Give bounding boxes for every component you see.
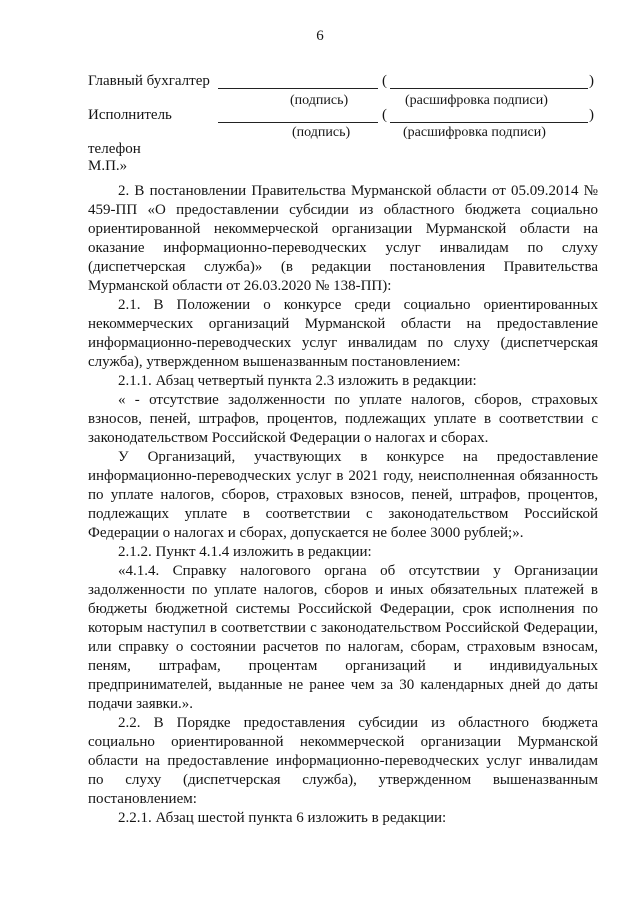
- phone-label: телефон: [88, 141, 141, 157]
- executor-label: Исполнитель: [88, 107, 172, 123]
- document-body: [88, 182, 598, 828]
- executor-decryption-line: [390, 122, 588, 123]
- page-number: 6: [316, 28, 324, 44]
- paragraph: 2.1.1. Абзац четвертый пункта 2.3 изложить в редакции:: [118, 373, 477, 389]
- open-paren: (: [382, 73, 387, 89]
- seal-label: М.П.»: [88, 158, 128, 174]
- paragraph: «4.1.4. Справку налогового органа об отсутствии у Организации задолженности по уплате налогов, сборов и иных обязательных платежей в бюджеты бюджетной системы Российской Федерации, срок исполнения по которым наступил в соответствии с законодательством Российской Федерации, или справку о состоянии расчетов по налогам, сборам, страховым взносам, пеням, штрафам, процентам организаций и индивидуальных предпринимателей, выданные не ранее чем за 30 календарных дней до даты подачи заявки.».: [88, 563, 598, 712]
- paragraph: « - отсутствие задолженности по уплате налогов, сборов, страховых взносов, пеней, штрафов, процентов, подлежащих уплате в соответствии с законодательством Российской Федерации о налогах и сборах.: [88, 392, 598, 446]
- close-paren: ): [589, 107, 594, 123]
- paragraph: 2. В постановлении Правительства Мурманской области от 05.09.2014 № 459-ПП «О предоставлении субсидии из областного бюджета социально ориентированной некоммерческой организации Мурманской области на оказание информационно-переводческих услуг инвалидам по слуху (диспетчерская служба)» (в редакции постановления Правительства Мурманской области от 26.03.2020 № 138-ПП):: [88, 183, 598, 294]
- open-paren: (: [382, 107, 387, 123]
- decryption-caption: (расшифровка подписи): [405, 93, 548, 108]
- paragraph: 2.1.2. Пункт 4.1.4 изложить в редакции:: [118, 544, 372, 560]
- paragraph: 2.2.1. Абзац шестой пункта 6 изложить в редакции:: [118, 810, 447, 826]
- chief-accountant-decryption-line: [390, 88, 588, 89]
- executor-signature-line: [218, 122, 378, 123]
- paragraph: У Организаций, участвующих в конкурсе на предоставление информационно-переводческих услуг в 2021 году, неисполненная обязанность по уплате налогов, сборов, страховых взносов, пеней, штрафов, процентов, подлежащих уплате в соответствии с законодательством Российской Федерации о налогах и сборах, допускается не более 3000 рублей;».: [88, 449, 598, 541]
- chief-accountant-label: Главный бухгалтер: [88, 73, 210, 89]
- signature-caption: (подпись): [290, 93, 349, 108]
- decryption-caption: (расшифровка подписи): [403, 125, 546, 140]
- close-paren: ): [589, 73, 594, 89]
- paragraph: 2.2. В Порядке предоставления субсидии из областного бюджета социально ориентированной некоммерческой организации Мурманской области на предоставление информационно-переводческих услуг инвалидам по слуху (диспетчерская служба), утвержденном вышеназванным постановлением:: [88, 715, 598, 807]
- chief-accountant-signature-line: [218, 88, 378, 89]
- paragraph: 2.1. В Положении о конкурсе среди социально ориентированных некоммерческих организаций Мурманской области на предоставление информационно-переводческих услуг инвалидам по слуху (диспетчерская служба), утвержденном вышеназванным постановлением:: [88, 297, 598, 370]
- signature-caption: (подпись): [292, 125, 351, 140]
